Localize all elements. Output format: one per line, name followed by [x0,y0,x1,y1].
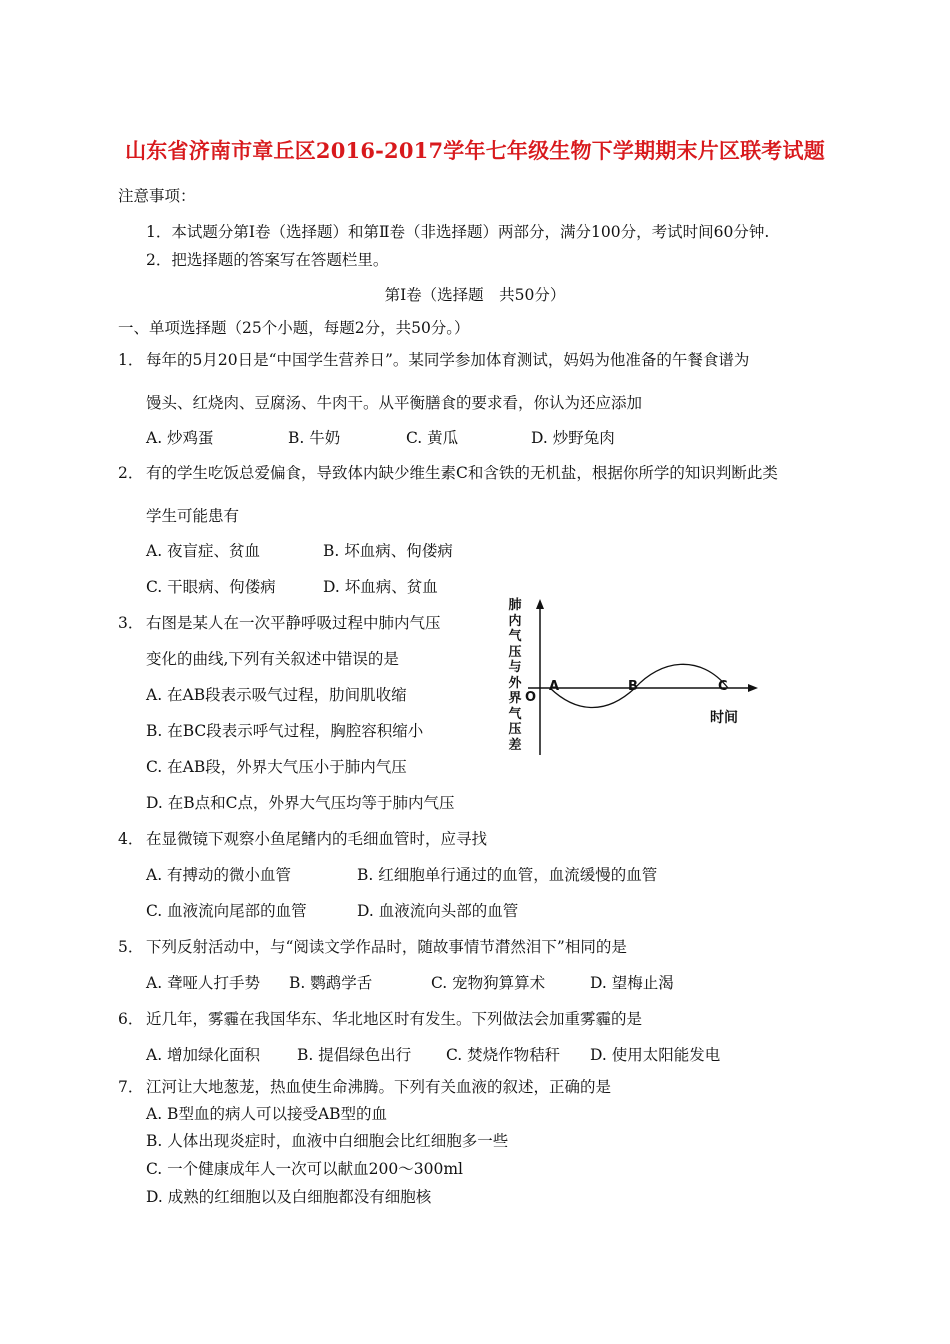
option-c: C. 在AB段，外界大气压小于肺内气压 [146,758,407,776]
option-b: B. 人体出现炎症时，血液中白细胞会比红细胞多一些 [146,1132,509,1150]
question-stem: 近几年，雾霾在我国华东、华北地区时有发生。下列做法会加重雾霾的是 [146,1010,643,1028]
y-axis-arrow [536,599,544,609]
notice-heading: 注意事项： [118,187,196,205]
origin-label: O [525,690,537,705]
question-stem: 变化的曲线,下列有关叙述中错误的是 [146,650,399,668]
question-number: 7． [118,1078,144,1096]
option-c: C. 宠物狗算算术 [431,974,546,992]
question-number: 2． [118,464,144,482]
question-stem: 右图是某人在一次平静呼吸过程中肺内气压 [146,614,441,632]
question-stem: 学生可能患有 [146,507,240,525]
option-b: B. 在BC段表示呼气过程，胸腔容积缩小 [146,722,424,740]
notice-item-1: 1．本试题分第Ⅰ卷（选择题）和第Ⅱ卷（非选择题）两部分，满分100分，考试时间60分钟. [146,223,770,241]
y-axis-label: 肺内气压与外界气压差 [508,598,522,753]
option-a: A. 在AB段表示吸气过程，肋间肌收缩 [146,686,407,704]
page-title: 山东省济南市章丘区2016-2017学年七年级生物下学期期末片区联考试题 [125,138,825,163]
question-number: 5． [118,938,144,956]
question-stem: 江河让大地葱茏，热血使生命沸腾。下列有关血液的叙述，正确的是 [146,1078,612,1096]
point-a-label: A [549,679,560,694]
option-a: A. 有搏动的微小血管 [146,866,292,884]
option-c: C. 焚烧作物秸秆 [446,1046,561,1064]
option-a: A. 炒鸡蛋 [146,429,214,447]
option-c: C. 血液流向尾部的血管 [146,902,307,920]
option-d: D. 炒野兔肉 [531,429,615,447]
option-c: C. 一个健康成年人一次可以献血200～300ml [146,1160,463,1178]
pressure-curve [550,664,728,707]
option-b: B. 坏血病、佝偻病 [323,542,453,560]
question-stem: 馒头、红烧肉、豆腐汤、牛肉干。从平衡膳食的要求看，你认为还应添加 [146,394,643,412]
question-stem: 有的学生吃饭总爱偏食，导致体内缺少维生素C和含铁的无机盐，根据你所学的知识判断此类 [146,464,778,482]
option-b: B. 牛奶 [288,429,341,447]
option-a: A. B型血的病人可以接受AB型的血 [146,1105,388,1123]
option-b: B. 提倡绿色出行 [297,1046,412,1064]
option-a: A. 聋哑人打手势 [146,974,261,992]
section-title: 一、单项选择题（25个小题，每题2分，共50分。） [118,319,470,337]
point-b-label: B [628,679,638,694]
notice-item-2: 2．把选择题的答案写在答题栏里。 [146,251,389,269]
question-number: 1． [118,351,144,369]
question-stem: 下列反射活动中，与“阅读文学作品时，随故事情节潸然泪下”相同的是 [146,938,627,956]
option-c: C. 黄瓜 [406,429,459,447]
option-b: B. 红细胞单行通过的血管，血流缓慢的血管 [357,866,658,884]
option-d: D. 坏血病、贫血 [323,578,438,596]
option-a: A. 增加绿化面积 [146,1046,261,1064]
option-a: A. 夜盲症、贫血 [146,542,261,560]
question-number: 4． [118,830,144,848]
question-number: 3． [118,614,144,632]
question-stem: 每年的5月20日是“中国学生营养日”。某同学参加体育测试，妈妈为他准备的午餐食谱为 [146,351,750,369]
question-number: 6． [118,1010,144,1028]
point-c-label: C [718,679,728,694]
option-d: D. 成熟的红细胞以及白细胞都没有细胞核 [146,1188,432,1206]
question-stem: 在显微镜下观察小鱼尾鳍内的毛细血管时，应寻找 [146,830,488,848]
option-b: B. 鹦鹉学舌 [289,974,373,992]
x-axis-arrow [748,684,758,692]
part-title: 第Ⅰ卷（选择题 共50分） [384,286,566,304]
option-d: D. 望梅止渴 [590,974,674,992]
option-c: C. 干眼病、佝偻病 [146,578,276,596]
option-d: D. 在B点和C点，外界大气压均等于肺内气压 [146,794,455,812]
option-d: D. 血液流向头部的血管 [357,902,519,920]
x-axis-label: 时间 [710,710,738,726]
option-d: D. 使用太阳能发电 [590,1046,721,1064]
